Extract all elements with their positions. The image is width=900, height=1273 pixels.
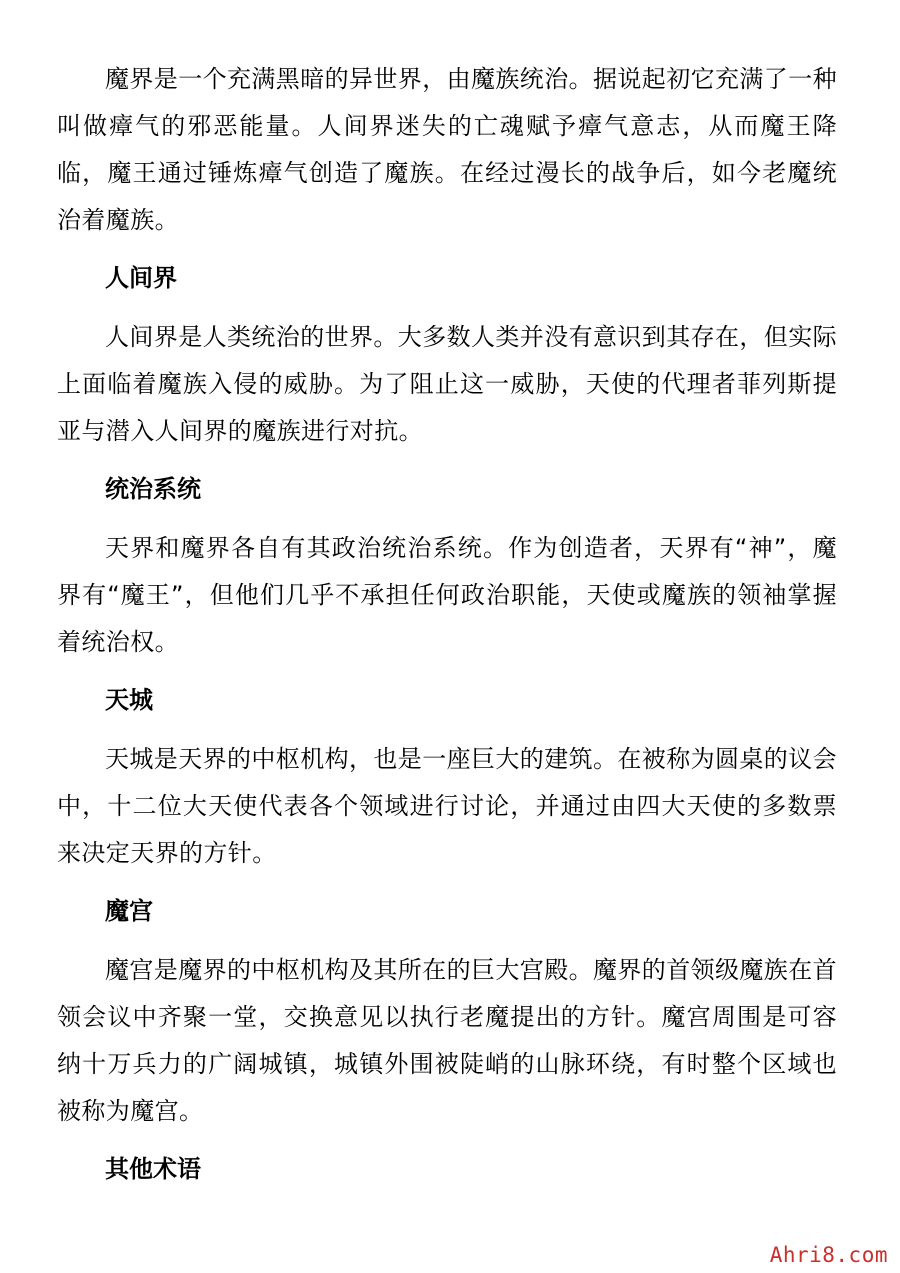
section-body-human-world: 人间界是人类统治的世界。大多数人类并没有意识到其存在，但实际上面临着魔族入侵的威胁。为了阻止这一威胁，天使的代理者菲列斯提亚与潜入人间界的魔族进行对抗。 bbox=[57, 323, 837, 445]
section-heading-human-world: 人间界 bbox=[105, 264, 177, 292]
section-body-heaven-castle: 天城是天界的中枢机构，也是一座巨大的建筑。在被称为圆桌的议会中，十二位大天使代表各个领域进行讨论，并通过由四大天使的多数票来决定天界的方针。 bbox=[57, 745, 837, 867]
section-body-governance: 天界和魔界各自有其政治统治系统。作为创造者，天界有“神”，魔界有“魔王”，但他们几乎不承担任何政治职能，天使或魔族的领袖掌握着统治权。 bbox=[57, 534, 837, 656]
section-heading-other-terms: 其他术语 bbox=[105, 1155, 201, 1183]
section-heading-heaven-castle: 天城 bbox=[105, 686, 153, 714]
section-body-demon-palace: 魔宫是魔界的中枢机构及其所在的巨大宫殿。魔界的首领级魔族在首领会议中齐聚一堂，交换意见以执行老魔提出的方针。魔宫周围是可容纳十万兵力的广阔城镇，城镇外围被陡峭的山脉环绕，有时整个区域也被称为魔宫。 bbox=[57, 956, 837, 1125]
document-page bbox=[57, 56, 837, 1205]
section-heading-governance: 统治系统 bbox=[105, 475, 201, 503]
intro-paragraph: 魔界是一个充满黑暗的异世界，由魔族统治。据说起初它充满了一种叫做瘴气的邪恶能量。人间界迷失的亡魂赋予瘴气意志，从而魔王降临，魔王通过锤炼瘴气创造了魔族。在经过漫长的战争后，如今老魔统治着魔族。 bbox=[57, 65, 837, 234]
section-heading-demon-palace: 魔宫 bbox=[105, 897, 153, 925]
site-watermark: Ahri8.com bbox=[769, 1243, 888, 1267]
